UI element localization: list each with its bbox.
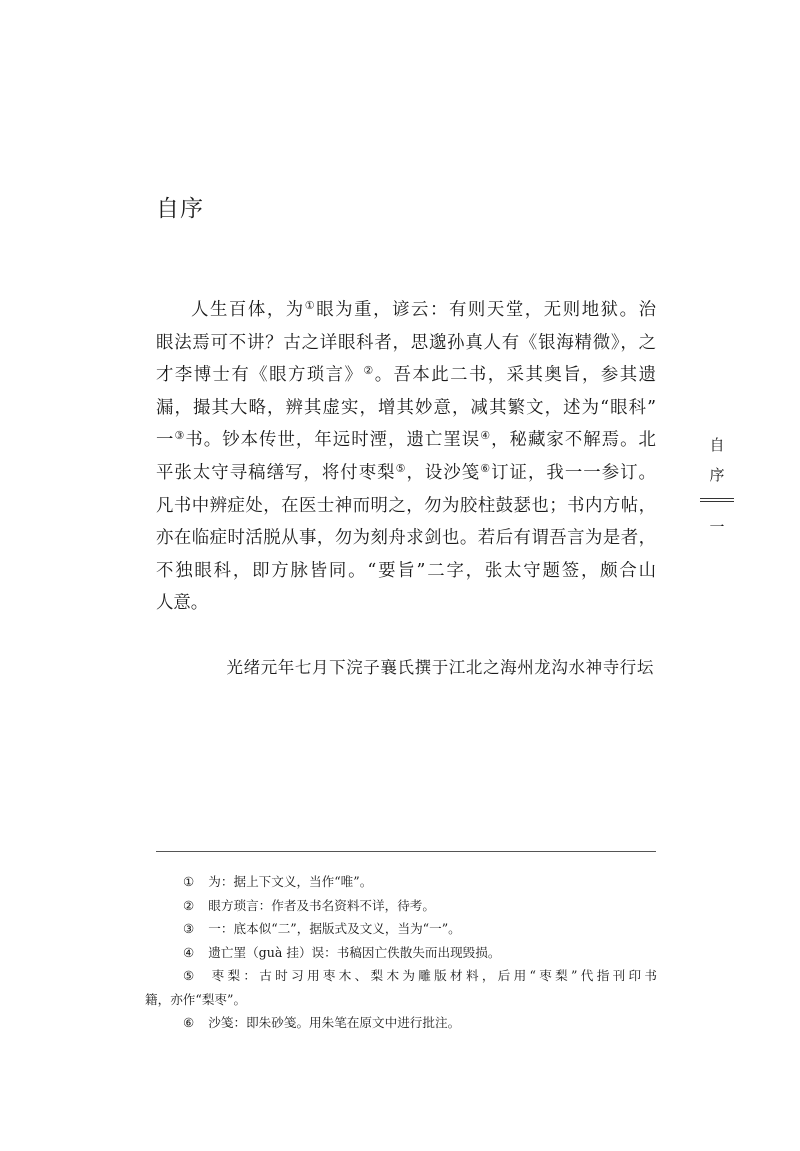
footnote-text: 遗亡罣（guà 挂）误：书稿因亡佚散失而出现毁损。	[208, 944, 501, 960]
footnote-text: 沙笺：即朱砂笺。用朱笔在原文中进行批注。	[208, 1015, 461, 1030]
body-line: 眼法焉可不讲？古之详眼科者，思邈孙真人有《银海精微》，之	[156, 332, 656, 353]
section-tab-rule	[700, 498, 734, 502]
footnote-ref[interactable]: ⑤	[395, 461, 407, 475]
footnote-item	[145, 870, 657, 894]
footnote-ref[interactable]: ②	[363, 364, 375, 378]
footnote-mark: ⑥	[183, 1015, 195, 1030]
section-tab-char: 序	[709, 466, 725, 484]
footnote-item	[145, 941, 657, 965]
body-line: 人意。	[156, 593, 209, 614]
body-line: 才李博士有《眼方琐言》②。吾本此二书，采其奥旨，参其遗	[156, 364, 656, 386]
body-line: 一③书。钞本传世，年远时湮，遗亡罣误④，秘藏家不解焉。北	[156, 429, 656, 451]
footnote-mark: ⑤	[183, 968, 198, 983]
signature-line: 光绪元年七月下浣子襄氏撰于江北之海州龙沟水神寺行坛	[226, 658, 654, 677]
footnote-ref[interactable]: ③	[174, 429, 186, 443]
footnote-item	[145, 894, 657, 918]
footnote-ref[interactable]: ⑥	[480, 461, 492, 475]
footnote-divider	[156, 851, 656, 852]
footnote-mark: ④	[183, 944, 195, 960]
footnote-ref[interactable]: ④	[480, 429, 492, 443]
footnote-text: 一：底本似“二”，据版式及文义，当为“一”。	[208, 921, 461, 936]
section-tab	[700, 430, 734, 540]
body-line: 凡书中辨症处，在医士神而明之，勿为胶柱鼓瑟也；书内方帖，	[156, 495, 656, 516]
footnote-text: 为：据上下文义，当作“唯”。	[208, 874, 373, 889]
body-line: 漏，撮其大略，辨其虚实，增其妙意，减其繁文，述为“眼科”	[156, 397, 656, 418]
footnote-text: 籍，亦作“梨枣”。	[145, 991, 247, 1007]
footnote-mark: ①	[183, 874, 195, 889]
footnote-item	[145, 1011, 657, 1035]
preface-body	[156, 294, 656, 620]
section-tab-char: 自	[709, 436, 725, 454]
footnote-ref[interactable]: ①	[304, 299, 317, 312]
page-number: 一	[709, 518, 725, 536]
footnote-item	[145, 917, 657, 941]
footnotes-list	[145, 870, 657, 1035]
body-line: 亦在临症时活脱从事，勿为刻舟求剑也。若后有谓吾言为是者，	[156, 528, 656, 549]
footnote-item	[145, 964, 657, 1011]
body-line: 平张太守寻稿缮写，将付枣梨⑤，设沙笺⑥订证，我一一参订。	[156, 461, 656, 483]
footnote-text: 眼方琐言：作者及书名资料不详，待考。	[208, 897, 435, 913]
footnote-text: 枣梨：古时习用枣木、梨木为雕版材料，后用“枣梨”代指刊印书	[211, 968, 657, 983]
footnote-mark: ③	[183, 921, 195, 936]
page-title: 自序	[156, 196, 204, 222]
body-line: 人生百体，为①眼为重，谚云：有则天堂，无则地狱。治	[191, 299, 656, 320]
body-line: 不独眼科，即方脉皆同。“要旨”二字，张太守题签，颇合山	[156, 560, 656, 581]
footnote-mark: ②	[183, 897, 195, 913]
